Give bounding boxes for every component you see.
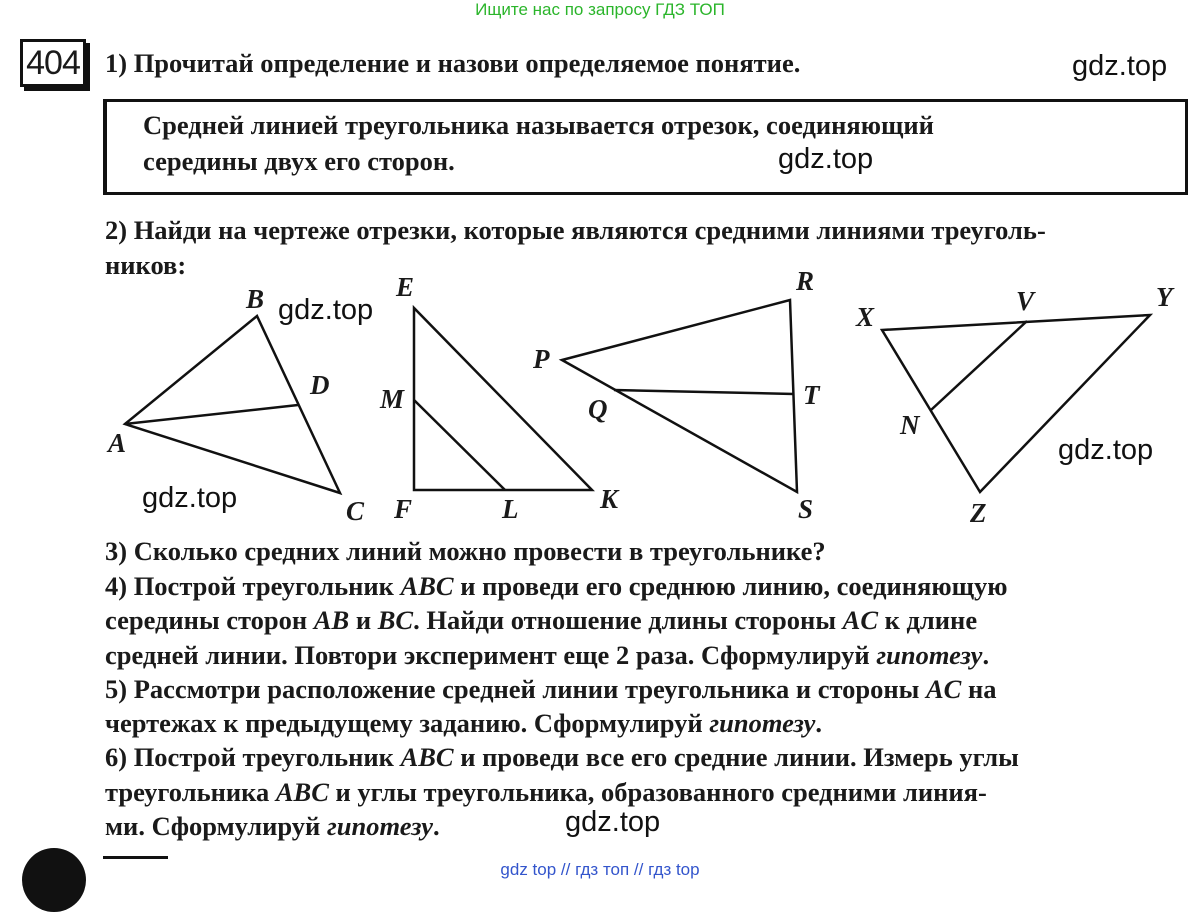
label-k: K [600, 484, 619, 514]
triangle-efk [414, 308, 592, 490]
segment-ad [125, 405, 298, 424]
question-4-line-3: средней линии. Повтори эксперимент еще 2 раза. Сформулируй гипотезу. [105, 640, 990, 670]
label-y: Y [1156, 282, 1173, 312]
label-a: A [108, 428, 127, 458]
question-3: 3) Сколько средних линий можно провести в треугольнике? [105, 536, 826, 566]
label-x: X [856, 302, 875, 332]
label-c: C [346, 496, 365, 526]
label-n: N [900, 410, 920, 440]
segment-qt [614, 390, 794, 394]
question-2-line-2: ников: [105, 250, 187, 280]
question-5-line-2: чертежах к предыдущему заданию. Сформулируй гипотезу. [105, 708, 823, 738]
label-q: Q [588, 394, 608, 424]
label-t: T [803, 380, 820, 410]
question-6-line-1: 6) Построй треугольник ABC и проведи все его средние линии. Измерь углы [105, 742, 1019, 772]
label-z: Z [970, 498, 987, 528]
definition-line-2: середины двух его сторон. [143, 146, 455, 176]
label-v: V [1016, 286, 1035, 316]
segment-nv [931, 321, 1027, 410]
label-f: F [394, 494, 413, 524]
watermark: gdz.top [565, 806, 661, 838]
label-b: B [246, 284, 265, 314]
watermark: gdz.top [278, 294, 374, 326]
label-e: E [396, 272, 415, 302]
question-6-line-2: треугольника ABC и углы треугольника, образованного средними линия- [105, 777, 987, 807]
label-l: L [502, 494, 519, 524]
watermark: gdz.top [1058, 434, 1154, 466]
label-d: D [310, 370, 330, 400]
watermark: gdz.top [142, 482, 238, 514]
footer-rule [103, 856, 168, 859]
footer-links[interactable]: gdz top // гдз топ // гдз top [500, 860, 700, 879]
watermark: gdz.top [1072, 50, 1168, 82]
task-number: 404 [20, 39, 86, 87]
triangle-abc [125, 316, 340, 493]
watermark: gdz.top [778, 143, 874, 175]
label-p: P [533, 344, 550, 374]
label-s: S [798, 494, 814, 524]
search-hint[interactable]: Ищите нас по запросу ГДЗ ТОП [475, 0, 725, 19]
question-6-line-3: ми. Сформулируй гипотезу. [105, 811, 440, 841]
question-1: 1) Прочитай определение и назови определяемое понятие. [105, 48, 801, 78]
question-4-line-1: 4) Построй треугольник ABC и проведи его среднюю линию, соединяющую [105, 571, 1008, 601]
page-corner-mark [22, 848, 86, 912]
label-m: M [380, 384, 405, 414]
segment-ml [414, 400, 505, 490]
question-5-line-1: 5) Рассмотри расположение средней линии треугольника и стороны AC на [105, 674, 997, 704]
label-r: R [796, 266, 815, 296]
definition-line-1: Средней линией треугольника называется отрезок, соединяющий [143, 110, 934, 140]
question-4-line-2: середины сторон AB и BC. Найди отношение длины стороны AC к длине [105, 605, 978, 635]
question-2-line-1: 2) Найди на чертеже отрезки, которые являются средними линиями треуголь- [105, 215, 1046, 245]
